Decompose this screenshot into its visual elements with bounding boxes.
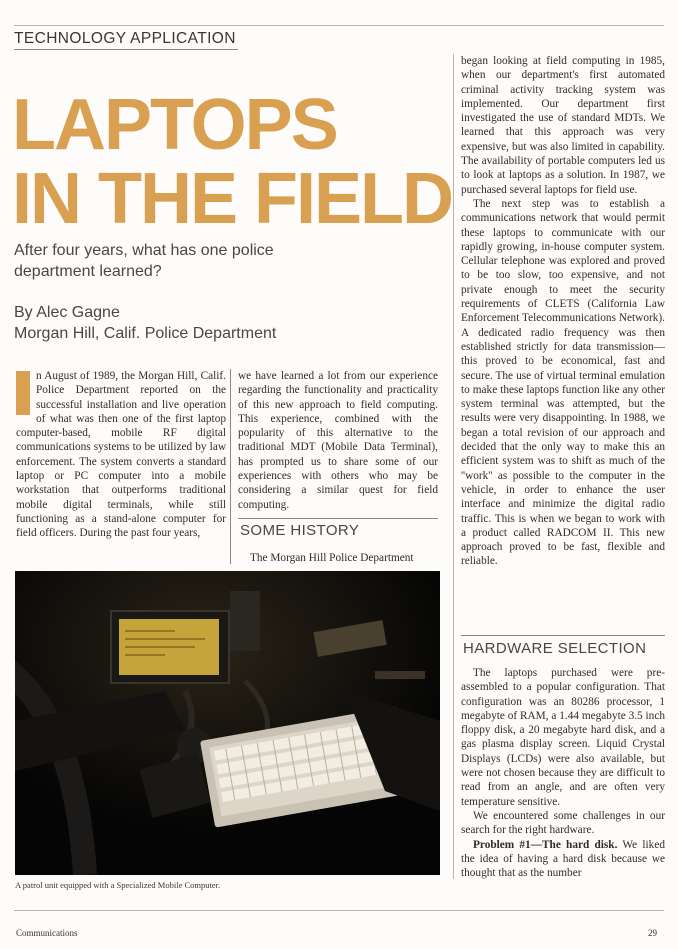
section-tag: TECHNOLOGY APPLICATION (14, 30, 236, 47)
subhead-rule-hardware (461, 635, 665, 636)
photo-illustration (15, 571, 440, 875)
problem-label: Problem #1—The hard disk. (473, 838, 618, 851)
column-divider-right (453, 54, 454, 879)
byline (14, 302, 344, 344)
subhead-some-history: SOME HISTORY (240, 522, 360, 539)
intro-paragraph: n August of 1989, the Morgan Hill, Calif. Police Department reported on the successful installation and live operation of what was then one of the first laptop computer-based, mobile RF digital communications systems to be utilized by law enforcement. The system converts a standard laptop or PC computer into a mobile workstation that outperforms traditional mobile digital terminals, while still functioning as a stand-alone computer for field officers. During the past four years, (16, 370, 226, 540)
top-rule (14, 25, 664, 26)
headline-line-2: IN THE FIELD (12, 159, 452, 239)
subhead-hardware-selection: HARDWARE SELECTION (463, 640, 647, 657)
article-column-3 (461, 54, 665, 569)
deck: After four years, what has one police department learned? (14, 242, 274, 280)
subhead-rule-history (238, 518, 438, 519)
article-column-1 (16, 369, 226, 541)
photo-caption: A patrol unit equipped with a Specialized Mobile Computer. (15, 880, 221, 890)
hardware-paragraph-1: The laptops purchased were pre-assembled to a popular configuration. That configuration was an 80286 processor, 1 megabyte of RAM, a 1.44 megabyte 3.5 inch floppy disk, a 20 megabyte hard disk, and a gas plasma display screen. Liquid Crystal Displays (LCDs) were also available, but were not chosen because they are difficult to read from an angle, and are often very temperature sensitive. (461, 667, 665, 808)
column-2-paragraph: we have learned a lot from our experience regarding the functionality and practicality of this new approach to field computing. This experience, combined with the popularity of this alternative to the traditional MDT (Mobile Data Terminal), has prompted us to share some of our experiences with others who may be considering a similar quest for field computing. (238, 370, 438, 511)
bottom-rule (14, 910, 664, 911)
hardware-paragraph-2: We encountered some challenges in our search for the right hardware. (461, 809, 665, 837)
column-divider (230, 369, 231, 564)
drop-cap (16, 371, 30, 415)
byline-affiliation: Morgan Hill, Calif. Police Department (14, 325, 277, 342)
history-paragraph-1: began looking at field computing in 1985, when our department's first automated criminal activity tracking system was implemented. Our department first investigated the use of standard MDTs. We learned that this approach was very expensive, but was also limited in capability. The availability of portable computers led us to look at laptops as a solution. In 1987, we purchased several laptops for field use. (461, 55, 665, 196)
history-paragraph-start: The Morgan Hill Police Department (250, 552, 414, 564)
hardware-paragraph-3 (461, 838, 665, 881)
footer-page-number: 29 (648, 928, 657, 938)
headline-line-1: LAPTOPS (12, 85, 337, 165)
article-column-3-lower (461, 666, 665, 880)
byline-author: By Alec Gagne (14, 304, 120, 321)
patrol-car-photo (15, 571, 440, 875)
footer-publication: Communications (16, 928, 78, 938)
history-paragraph-2: The next step was to establish a communications network that would permit these laptops to communicate with our rapidly growing, in-house computer system. Cellular telephone was explored and proved to be too slow, too expensive, and not private enough to meet the security requirements of CLETS (California Law Enforcement Telecommunications Network). A dedicated radio frequency was then established strictly for data transmission—this proved to be economical, fast and secure. The use of virtual terminal emulation to make these laptops function like any other system terminal was attempted, but the results were very disappointing. In 1988, we began a total revision of our approach and decided that the only way to make this an efficient system was to shift as much of the ''work'' as possible to the computer in the vehicle, in order to enhance the user interface and minimize the digital radio traffic. This is when we began to work with a product called RADCOM II. This new approach proved to be fast, flexible and reliable. (461, 197, 665, 568)
article-column-2 (238, 369, 438, 512)
problem-text: We liked the idea of having a hard disk because we thought that as the number (461, 838, 665, 880)
section-tag-underline (14, 49, 238, 50)
